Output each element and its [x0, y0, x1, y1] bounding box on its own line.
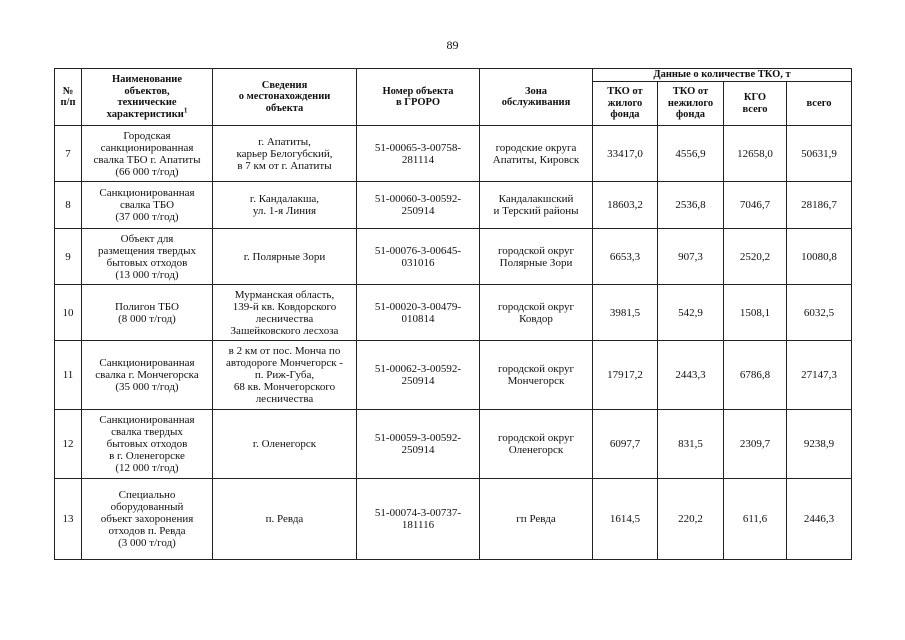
header-name — [82, 69, 213, 126]
table-body — [55, 126, 852, 560]
table-row — [55, 479, 852, 560]
cell-location: г. Полярные Зори — [213, 229, 357, 285]
cell-name: Санкционированная свалка твердых бытовых отходов в г. Оленегорске (12 000 т/год) — [82, 410, 213, 479]
header-total: всего — [787, 82, 852, 126]
cell-name: Полигон ТБО (8 000 т/год) — [82, 285, 213, 341]
cell-num: 9 — [55, 229, 82, 285]
header-num: № п/п — [55, 69, 82, 126]
cell-location: г. Кандалакша, ул. 1-я Линия — [213, 182, 357, 229]
cell-num: 12 — [55, 410, 82, 479]
header-data-group: Данные о количестве ТКО, т — [593, 69, 852, 82]
cell-total: 27147,3 — [787, 341, 852, 410]
cell-zone: гп Ревда — [480, 479, 593, 560]
header-name-footnote: 1 — [183, 106, 188, 114]
cell-nonresidential: 2536,8 — [658, 182, 724, 229]
cell-kgo: 2309,7 — [724, 410, 787, 479]
cell-location: г. Оленегорск — [213, 410, 357, 479]
cell-nonresidential: 4556,9 — [658, 126, 724, 182]
cell-nonresidential: 831,5 — [658, 410, 724, 479]
page-number: 89 — [446, 38, 459, 52]
cell-total: 9238,9 — [787, 410, 852, 479]
waste-facilities-table — [54, 68, 852, 560]
cell-kgo: 6786,8 — [724, 341, 787, 410]
cell-zone: городской округ Полярные Зори — [480, 229, 593, 285]
cell-nonresidential: 220,2 — [658, 479, 724, 560]
cell-groro: 51-00059-3-00592- 250914 — [357, 410, 480, 479]
cell-name: Специально оборудованный объект захоронения отходов п. Ревда (3 000 т/год) — [82, 479, 213, 560]
cell-residential: 6097,7 — [593, 410, 658, 479]
cell-residential: 3981,5 — [593, 285, 658, 341]
cell-groro: 51-00062-3-00592- 250914 — [357, 341, 480, 410]
cell-total: 10080,8 — [787, 229, 852, 285]
cell-total: 50631,9 — [787, 126, 852, 182]
table-row — [55, 126, 852, 182]
header-kgo: КГО всего — [724, 82, 787, 126]
cell-kgo: 611,6 — [724, 479, 787, 560]
cell-residential: 18603,2 — [593, 182, 658, 229]
table-row — [55, 410, 852, 479]
cell-kgo: 12658,0 — [724, 126, 787, 182]
cell-kgo: 1508,1 — [724, 285, 787, 341]
cell-groro: 51-00060-3-00592- 250914 — [357, 182, 480, 229]
cell-nonresidential: 542,9 — [658, 285, 724, 341]
header-groro: Номер объекта в ГРОРО — [357, 69, 480, 126]
cell-nonresidential: 907,3 — [658, 229, 724, 285]
table-row — [55, 341, 852, 410]
cell-nonresidential: 2443,3 — [658, 341, 724, 410]
cell-num: 11 — [55, 341, 82, 410]
cell-residential: 33417,0 — [593, 126, 658, 182]
table-row — [55, 285, 852, 341]
header-name-text: Наименование объектов, технические характеристики — [106, 74, 184, 120]
header-residential: ТКО от жилого фонда — [593, 82, 658, 126]
cell-total: 28186,7 — [787, 182, 852, 229]
cell-location: Мурманская область, 139-й кв. Ковдорского лесничества Зашейковского лесхоза — [213, 285, 357, 341]
cell-zone: городские округа Апатиты, Кировск — [480, 126, 593, 182]
cell-location: в 2 км от пос. Монча по автодороге Мончегорск - п. Риж-Губа, 68 кв. Мончегорского лесничества — [213, 341, 357, 410]
cell-zone: городской округ Оленегорск — [480, 410, 593, 479]
cell-residential: 1614,5 — [593, 479, 658, 560]
cell-name: Объект для размещения твердых бытовых отходов (13 000 т/год) — [82, 229, 213, 285]
cell-kgo: 7046,7 — [724, 182, 787, 229]
header-nonresidential: ТКО от нежилого фонда — [658, 82, 724, 126]
cell-zone: городской округ Ковдор — [480, 285, 593, 341]
cell-total: 6032,5 — [787, 285, 852, 341]
header-location: Сведения о местонахождении объекта — [213, 69, 357, 126]
cell-total: 2446,3 — [787, 479, 852, 560]
cell-num: 10 — [55, 285, 82, 341]
cell-zone: Кандалакшский и Терский районы — [480, 182, 593, 229]
cell-residential: 6653,3 — [593, 229, 658, 285]
cell-num: 13 — [55, 479, 82, 560]
cell-groro: 51-00074-3-00737- 181116 — [357, 479, 480, 560]
cell-name: Санкционированная свалка ТБО (37 000 т/год) — [82, 182, 213, 229]
cell-num: 8 — [55, 182, 82, 229]
table-row — [55, 229, 852, 285]
cell-location: г. Апатиты, карьер Белогубский, в 7 км от г. Апатиты — [213, 126, 357, 182]
header-zone: Зона обслуживания — [480, 69, 593, 126]
table-header — [55, 69, 852, 126]
cell-num: 7 — [55, 126, 82, 182]
table-row — [55, 182, 852, 229]
cell-zone: городской округ Мончегорск — [480, 341, 593, 410]
cell-groro: 51-00020-3-00479- 010814 — [357, 285, 480, 341]
cell-name: Санкционированная свалка г. Мончегорска (35 000 т/год) — [82, 341, 213, 410]
cell-location: п. Ревда — [213, 479, 357, 560]
cell-residential: 17917,2 — [593, 341, 658, 410]
cell-kgo: 2520,2 — [724, 229, 787, 285]
cell-groro: 51-00065-3-00758- 281114 — [357, 126, 480, 182]
cell-groro: 51-00076-3-00645- 031016 — [357, 229, 480, 285]
cell-name: Городская санкционированная свалка ТБО г. Апатиты (66 000 т/год) — [82, 126, 213, 182]
